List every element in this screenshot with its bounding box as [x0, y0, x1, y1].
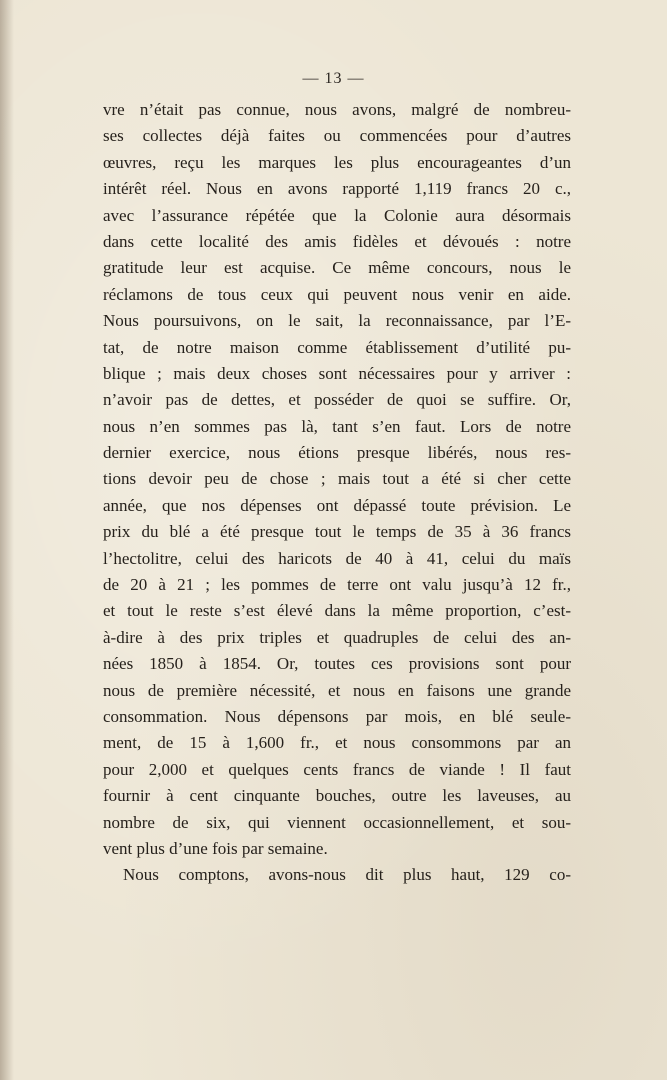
text-line: à-dire à des prix triples et quadruples de celui des an-: [103, 627, 571, 647]
text-line: dernier exercice, nous étions presque libérés, nous res-: [103, 443, 571, 463]
text-line: de 20 à 21 ; les pommes de terre ont valu jusqu’à 12 fr.,: [103, 575, 571, 595]
text-line: consommation. Nous dépensons par mois, en blé seule-: [103, 706, 571, 726]
text-line: œuvres, reçu les marques les plus encourageantes d’un: [103, 152, 571, 172]
text-line: tions devoir peu de chose ; mais tout a été si cher cette: [103, 469, 571, 489]
text-line: ses collectes déjà faites ou commencées pour d’autres: [103, 126, 571, 146]
text-line: nous de première nécessité, et nous en faisons une grande: [103, 680, 571, 700]
text-line: tat, de notre maison comme établissement d’utilité pu-: [103, 337, 571, 357]
text-line: Nous comptons, avons-nous dit plus haut, 129 co-: [123, 865, 571, 885]
text-line: Nous poursuivons, on le sait, la reconnaissance, par l’E-: [103, 311, 571, 331]
text-line: avec l’assurance répétée que la Colonie aura désormais: [103, 205, 571, 225]
text-line: nombre de six, qui viennent occasionnellement, et sou-: [103, 812, 571, 832]
spine-shadow: [0, 0, 14, 1080]
text-line: intérêt réel. Nous en avons rapporté 1,119 francs 20 c.,: [103, 179, 571, 199]
text-line: année, que nos dépenses ont dépassé toute prévision. Le: [103, 495, 571, 515]
text-line: prix du blé a été presque tout le temps de 35 à 36 francs: [103, 522, 571, 542]
text-line: blique ; mais deux choses sont nécessaires pour y arriver :: [103, 363, 571, 383]
text-line: fournir à cent cinquante bouches, outre les laveuses, au: [103, 786, 571, 806]
text-line: et tout le reste s’est élevé dans la même proportion, c’est-: [103, 601, 571, 621]
body-text: [103, 97, 571, 889]
text-line: réclamons de tous ceux qui peuvent nous venir en aide.: [103, 284, 571, 304]
page-number: — 13 —: [302, 70, 365, 87]
text-line: nous n’en sommes pas là, tant s’en faut. Lors de notre: [103, 416, 571, 436]
text-line: pour 2,000 et quelques cents francs de viande ! Il faut: [103, 759, 571, 779]
text-line: nées 1850 à 1854. Or, toutes ces provisions sont pour: [103, 654, 571, 674]
text-line: vent plus d’une fois par semaine.: [103, 838, 328, 858]
text-line: l’hectolitre, celui des haricots de 40 à 41, celui du maïs: [103, 548, 571, 568]
text-line: vre n’était pas connue, nous avons, malgré de nombreu-: [103, 100, 571, 119]
text-line: gratitude leur est acquise. Ce même concours, nous le: [103, 258, 571, 278]
text-line: n’avoir pas de dettes, et posséder de quoi se suffire. Or,: [103, 390, 571, 410]
text-line: ment, de 15 à 1,600 fr., et nous consommons par an: [103, 733, 571, 753]
text-line: dans cette localité des amis fidèles et dévoués : notre: [103, 231, 571, 251]
